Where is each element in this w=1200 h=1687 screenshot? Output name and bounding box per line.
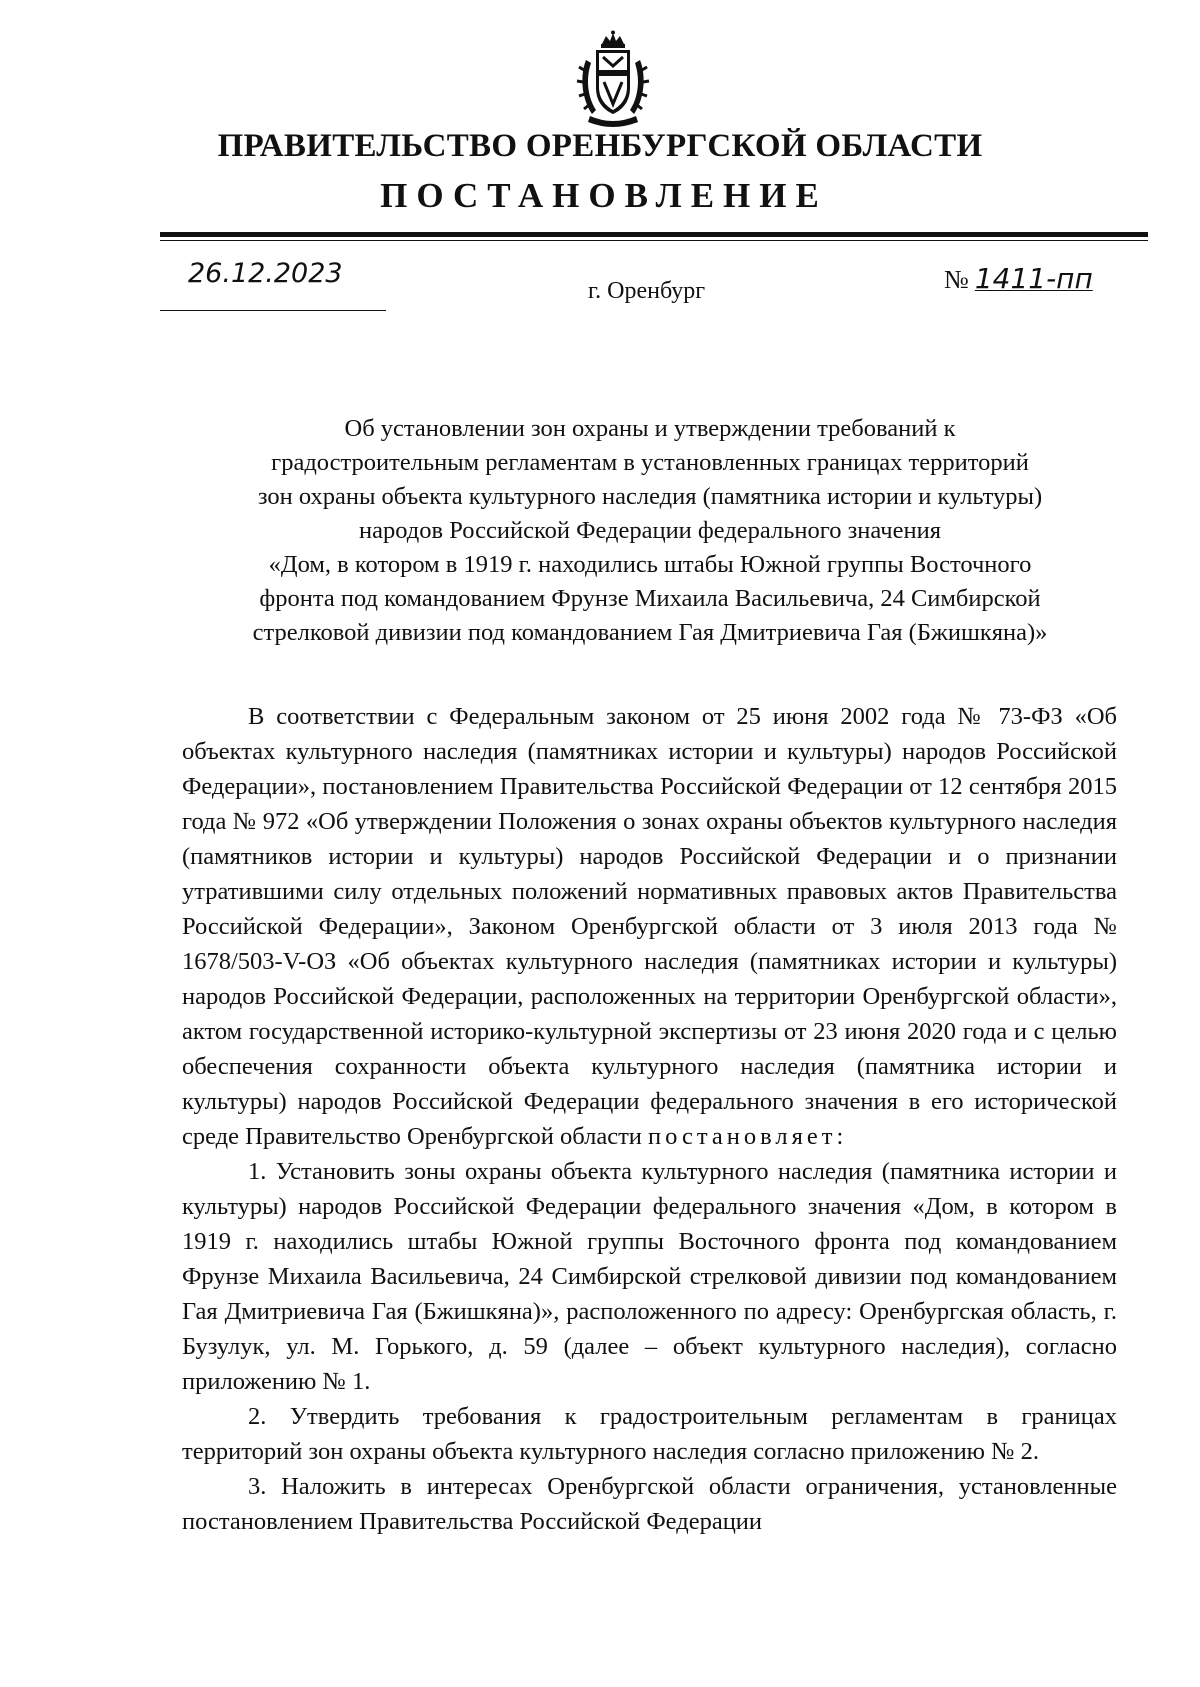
number-label: №: [944, 265, 969, 294]
header-rule-thick: [160, 232, 1148, 237]
subject-line: народов Российской Федерации федерального значения: [359, 517, 941, 544]
number-value: 1411-пп: [974, 262, 1093, 295]
subject-line: зон охраны объекта культурного наследия (памятника истории и культуры): [257, 483, 1043, 510]
item-1-paragraph: 1. Установить зоны охраны объекта культурного наследия (памятника истории и культуры) народов Российской Федерации федерального значения «Дом, в котором в 1919 г. находились штабы Южной группы Восточного фронта под командованием Фрунзе Михаила Васильевича, 24 Симбирской стрелковой дивизии под командованием Гая Дмитриевича Гая (Бжишкяна)», расположенного по адресу: Оренбургская область, г. Бузулук, ул. М. Горького, д. 59 (далее – объект культурного наследия), согласно приложению № 1.: [182, 1158, 1117, 1395]
coat-of-arms-icon: [576, 30, 650, 130]
decree-word: постановляет:: [648, 1123, 848, 1150]
subject-line: Об установлении зон охраны и утверждении требований к: [344, 415, 956, 442]
document-type-title: ПОСТАНОВЛЕНИЕ: [380, 176, 828, 215]
document-body: [182, 699, 1117, 1539]
subject-line: «Дом, в котором в 1919 г. находились штабы Южной группы Восточного: [268, 551, 1032, 578]
subject-line: стрелковой дивизии под командованием Гая Дмитриевича Гая (Бжишкяна)»: [252, 619, 1048, 646]
document-subject: [150, 412, 1150, 650]
subject-line: градостроительным регламентам в установленных границах территорий: [271, 449, 1029, 476]
document-number: [944, 262, 1093, 295]
preamble-text: В соответствии с Федеральным законом от 25 июня 2002 года № 73-ФЗ «Об объектах культурного наследия (памятниках истории и культуры) народов Российской Федерации», постановлением Правительства Российской Федерации от 12 сентября 2015 года № 972 «Об утверждении Положения о зонах охраны объектов культурного наследия (памятников истории и культуры) народов Российской Федерации и о признании утратившими силу отдельных положений нормативных правовых актов Правительства Российской Федерации», Законом Оренбургской области от 3 июля 2013 года № 1678/503-V-ОЗ «Об объектах культурного наследия (памятниках истории и культуры) народов Российской Федерации, расположенных на территории Оренбургской области», актом государственной историко-культурной экспертизы от 23 июня 2020 года и с целью обеспечения сохранности объекта культурного наследия (памятника истории и культуры) народов Российской Федерации федерального значения в его исторической среде Правительство Оренбургской области: [182, 703, 1117, 1150]
preamble-paragraph: [182, 699, 1117, 1154]
document-city: г. Оренбург: [588, 278, 706, 304]
government-title: ПРАВИТЕЛЬСТВО ОРЕНБУРГСКОЙ ОБЛАСТИ: [217, 128, 983, 164]
item-2-paragraph: 2. Утвердить требования к градостроительным регламентам в границах территорий зон охраны объекта культурного наследия согласно приложению № 2.: [182, 1403, 1117, 1465]
item-3-paragraph: 3. Наложить в интересах Оренбургской области ограничения, установленные постановлением Правительства Российской Федерации: [182, 1473, 1117, 1535]
header-rule-thin: [160, 240, 1148, 241]
date-value: 26.12.2023: [188, 258, 343, 289]
date-underline: [160, 310, 386, 311]
document-date: [160, 258, 390, 314]
subject-line: фронта под командованием Фрунзе Михаила Васильевича, 24 Симбирской: [259, 585, 1041, 612]
